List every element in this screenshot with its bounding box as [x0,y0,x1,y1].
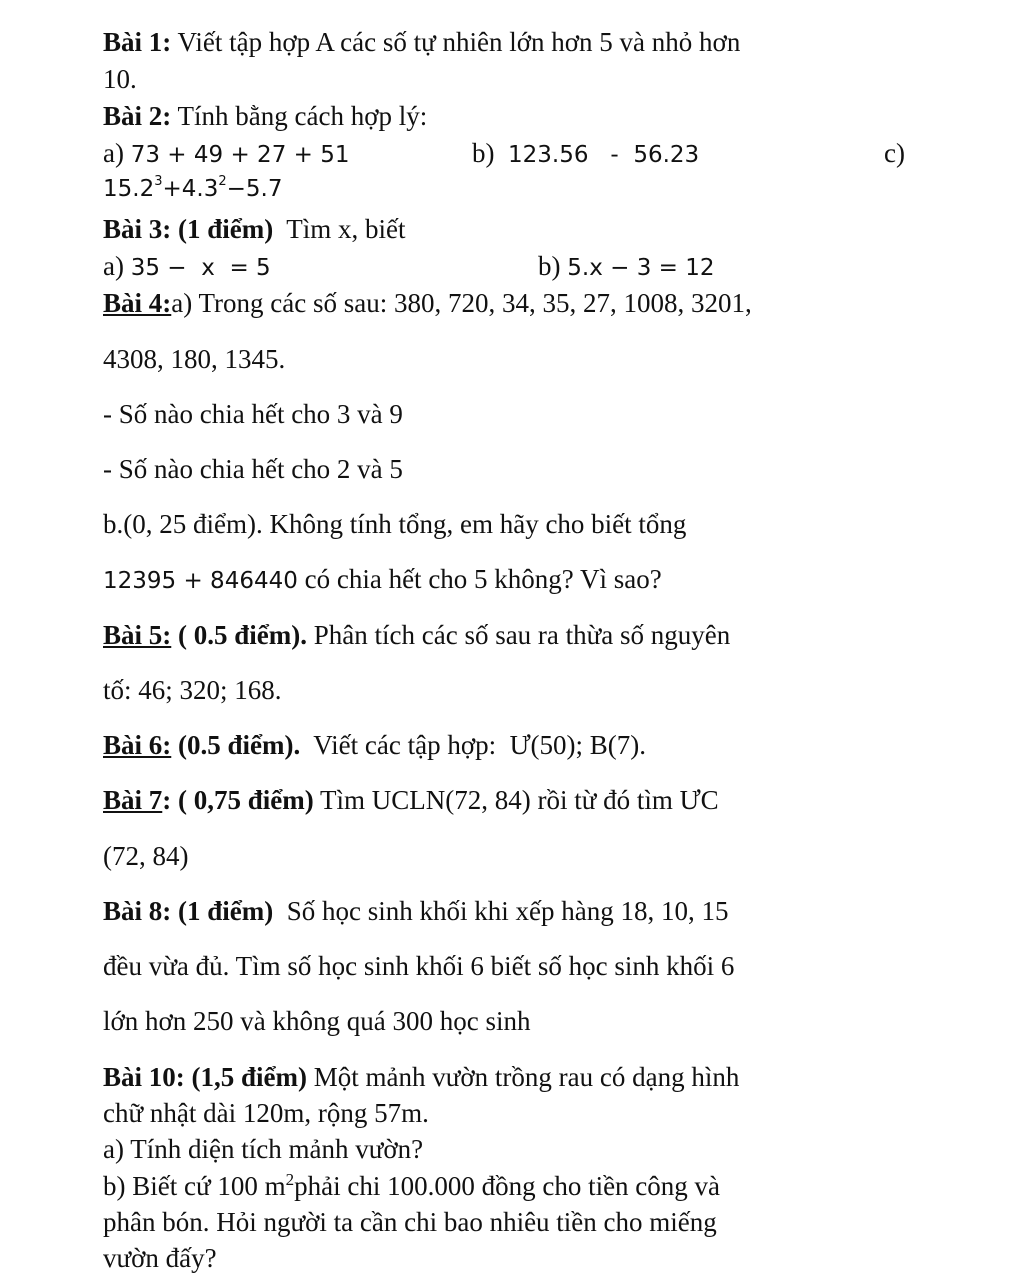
bai3-a-expr: 35 − x = 5 [130,255,271,281]
bai2-text: Tính bằng cách hợp lý: [171,101,428,131]
bai2-c-part1: 15.2 [103,176,155,202]
bai2-c-expr [103,172,283,206]
bai5-line1 [103,618,730,652]
bai8-line3: lớn hơn 250 và không quá 300 học sinh [103,1006,531,1036]
bai6-points: (0.5 điểm). [171,730,301,760]
bai4-label: Bài 4: [103,288,172,318]
bai10-line3: a) Tính diện tích mảnh vườn? [103,1134,424,1164]
bai6-label: Bài 6: [103,730,172,760]
bai7-line2: (72, 84) [103,841,189,871]
bai3-label: Bài 3: (1 điểm) [103,214,274,244]
bai4-line6-expr: 12395 + 846440 [103,568,298,594]
bai2-c-exp1: 3 [154,174,163,189]
bai7-colon: : [162,785,172,815]
bai6-text: Viết các tập hợp: Ư(50); B(7). [300,730,647,760]
bai1-line2: 10. [103,64,137,94]
bai3-text: Tìm x, biết [273,214,406,244]
bai3-a-label: a) [103,251,124,281]
bai8-line2: đều vừa đủ. Tìm số học sinh khối 6 biết số học sinh khối 6 [103,951,735,981]
bai3-b-expr: 5.x − 3 = 12 [567,255,715,281]
bai10-line6: vườn đấy? [103,1243,217,1273]
bai4-line6-text: có chia hết cho 5 không? Vì sao? [297,564,662,594]
bai4-line3: - Số nào chia hết cho 3 và 9 [103,399,403,429]
bai7-line1 [103,783,719,817]
bai5-line2: tố: 46; 320; 168. [103,675,282,705]
bai2-label: Bài 2: [103,101,172,131]
bai10-line1 [103,1060,739,1094]
bai2-c-part2: +4.3 [162,176,219,202]
bai10-line4-sup: 2 [285,1170,295,1189]
bai2-a-expr: 73 + 49 + 27 + 51 [130,142,350,168]
bai6-line1 [103,728,646,762]
bai2-c-exp2: 2 [218,174,227,189]
bai2-b-label: b) [472,138,495,168]
bai10-line4b: phải chi 100.000 đồng cho tiền công và [294,1171,721,1201]
bai7-points: ( 0,75 điểm) [171,785,314,815]
bai2-a-label: a) [103,138,124,168]
bai5-points: ( 0.5 điểm). [171,620,307,650]
bai4-line4: - Số nào chia hết cho 2 và 5 [103,454,403,484]
bai4-line1 [103,286,752,320]
bai5-label: Bài 5: [103,620,172,650]
bai8-text: Số học sinh khối khi xếp hàng 18, 10, 15 [273,896,729,926]
bai10-line2: chữ nhật dài 120m, rộng 57m. [103,1098,429,1128]
bai8-line1 [103,894,728,928]
bai1-text: Viết tập hợp A các số tự nhiên lớn hơn 5 và nhỏ hơn [171,27,741,57]
bai7-text: Tìm UCLN(72, 84) rồi từ đó tìm ƯC [313,785,719,815]
bai3-b [538,249,715,285]
bai3-line1 [103,212,405,246]
bai5-text: Phân tích các số sau ra thừa số nguyên [307,620,731,650]
bai10-line4 [103,1169,720,1203]
bai10-text: Một mảnh vườn trồng rau có dạng hình [306,1062,740,1092]
bai1-line1 [103,25,740,59]
bai10-label: Bài 10: (1,5 điểm) [103,1062,307,1092]
bai2-b-expr: 123.56 - 56.23 [508,142,700,168]
bai10-line4a: b) Biết cứ 100 m [103,1171,286,1201]
bai4-text1: a) Trong các số sau: 380, 720, 34, 35, 27, 1008, 3201, [171,288,752,318]
bai2-b [472,136,699,172]
bai2-c-part3: −5.7 [226,176,283,202]
bai4-line5: b.(0, 25 điểm). Không tính tổng, em hãy cho biết tổng [103,509,687,539]
bai2-line1 [103,99,427,133]
bai2-c-label: c) [884,138,905,168]
bai1-label: Bài 1: [103,27,172,57]
bai8-label: Bài 8: (1 điểm) [103,896,274,926]
bai3-b-label: b) [538,251,561,281]
bai7-label: Bài 7 [103,785,163,815]
bai3-a [103,249,271,285]
bai10-line5: phân bón. Hỏi người ta cần chi bao nhiêu tiền cho miếng [103,1207,717,1237]
bai4-line2: 4308, 180, 1345. [103,344,286,374]
bai4-line6 [103,562,662,598]
bai2-a [103,136,349,172]
